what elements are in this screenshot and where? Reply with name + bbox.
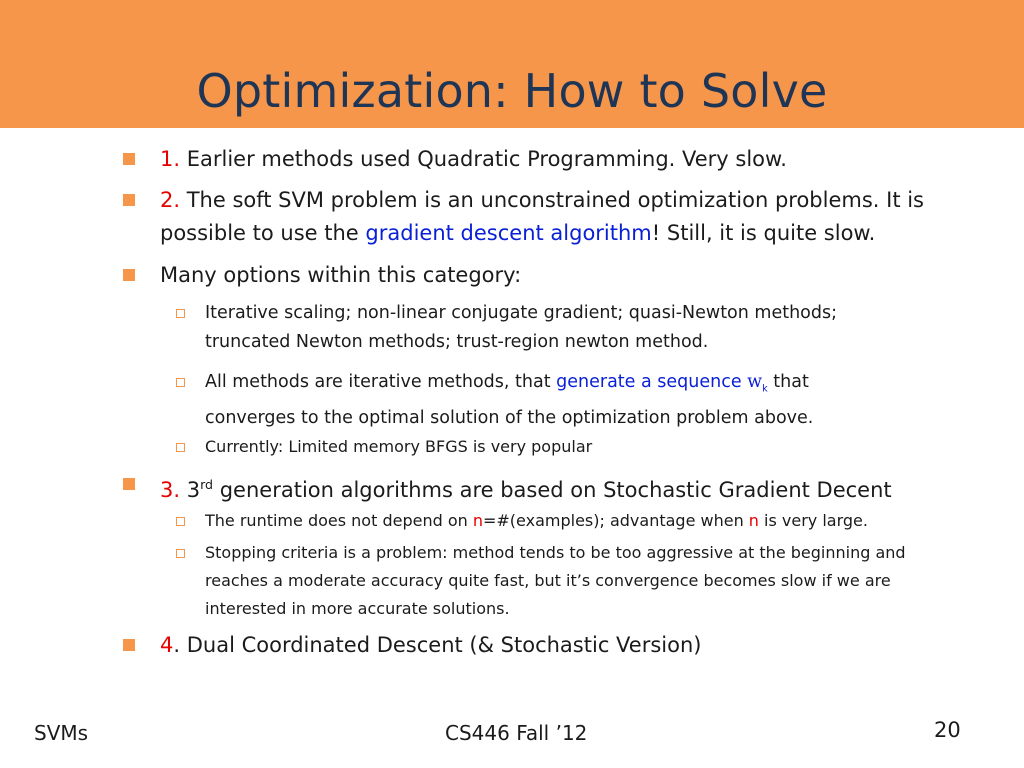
n-variable: n	[748, 511, 759, 530]
hollow-square-bullet-icon	[176, 517, 185, 526]
bullet-text: The soft SVM problem is an unconstrained optimization problems. It is	[180, 188, 924, 212]
gradient-descent-link: gradient descent algorithm	[365, 221, 652, 245]
generate-sequence-link: generate a sequence	[556, 372, 748, 392]
bullet-text: possible to use the	[160, 221, 366, 245]
footer-course: CS446 Fall ’12	[445, 721, 588, 745]
sub-bullet-3-2	[205, 368, 1005, 433]
bullet-3	[160, 259, 1010, 292]
hollow-square-bullet-icon	[176, 549, 185, 558]
k-subscript: k	[762, 383, 768, 395]
page-number: 20	[934, 718, 961, 742]
bullet-1	[160, 143, 1010, 176]
sub-bullet-text: All methods are iterative methods, that	[205, 372, 557, 392]
square-bullet-icon	[123, 269, 135, 281]
n-variable: n	[472, 511, 483, 530]
hollow-square-bullet-icon	[176, 309, 185, 318]
bullet-text: 3	[180, 478, 201, 502]
sub-bullet-text: truncated Newton methods; trust-region newton method.	[205, 332, 709, 352]
bullet-text: ! Still, it is quite slow.	[651, 221, 876, 245]
hollow-square-bullet-icon	[176, 378, 185, 387]
sub-bullet-text: Currently: Limited memory BFGS is very popular	[205, 437, 593, 456]
bullet-number: 2.	[160, 188, 181, 212]
sub-bullet-3-1	[205, 299, 1005, 357]
sub-bullet-text: that	[767, 372, 809, 392]
footer-topic: SVMs	[34, 721, 89, 745]
sub-bullet-text: Stopping criteria is a problem: method tends to be too aggressive at the beginning and	[205, 543, 906, 562]
sub-bullet-4-2	[205, 539, 1005, 623]
sub-bullet-text: reaches a moderate accuracy quite fast, but it’s convergence becomes slow if we are	[205, 571, 891, 590]
sub-bullet-4-1	[205, 507, 1005, 535]
square-bullet-icon	[123, 194, 135, 206]
w-symbol: w	[747, 372, 763, 392]
sub-bullet-text: =#(examples); advantage when	[482, 511, 749, 530]
sub-bullet-text: interested in more accurate solutions.	[205, 599, 510, 618]
sub-bullet-text: Iterative scaling; non-linear conjugate gradient; quasi-Newton methods;	[205, 303, 838, 323]
bullet-4	[160, 468, 1010, 507]
bullet-number: 3.	[160, 478, 181, 502]
bullet-number: 4	[160, 633, 174, 657]
square-bullet-icon	[123, 639, 135, 651]
square-bullet-icon	[123, 478, 135, 490]
bullet-text: . Dual Coordinated Descent (& Stochastic Version)	[173, 633, 702, 657]
hollow-square-bullet-icon	[176, 443, 185, 452]
sub-bullet-3-3	[205, 433, 1005, 461]
sub-bullet-text: The runtime does not depend on	[205, 511, 473, 530]
bullet-5	[160, 629, 1010, 662]
bullet-number: 1.	[160, 147, 181, 171]
superscript: rd	[200, 477, 214, 492]
slide-title: Optimization: How to Solve	[196, 64, 828, 118]
sub-bullet-text: is very large.	[758, 511, 868, 530]
square-bullet-icon	[123, 153, 135, 165]
bullet-text: generation algorithms are based on Stochastic Gradient Decent	[213, 478, 892, 502]
bullet-2	[160, 184, 1010, 250]
sub-bullet-text: converges to the optimal solution of the optimization problem above.	[205, 407, 814, 428]
bullet-text: Earlier methods used Quadratic Programming. Very slow.	[180, 147, 787, 171]
bullet-text: Many options within this category:	[160, 263, 522, 287]
